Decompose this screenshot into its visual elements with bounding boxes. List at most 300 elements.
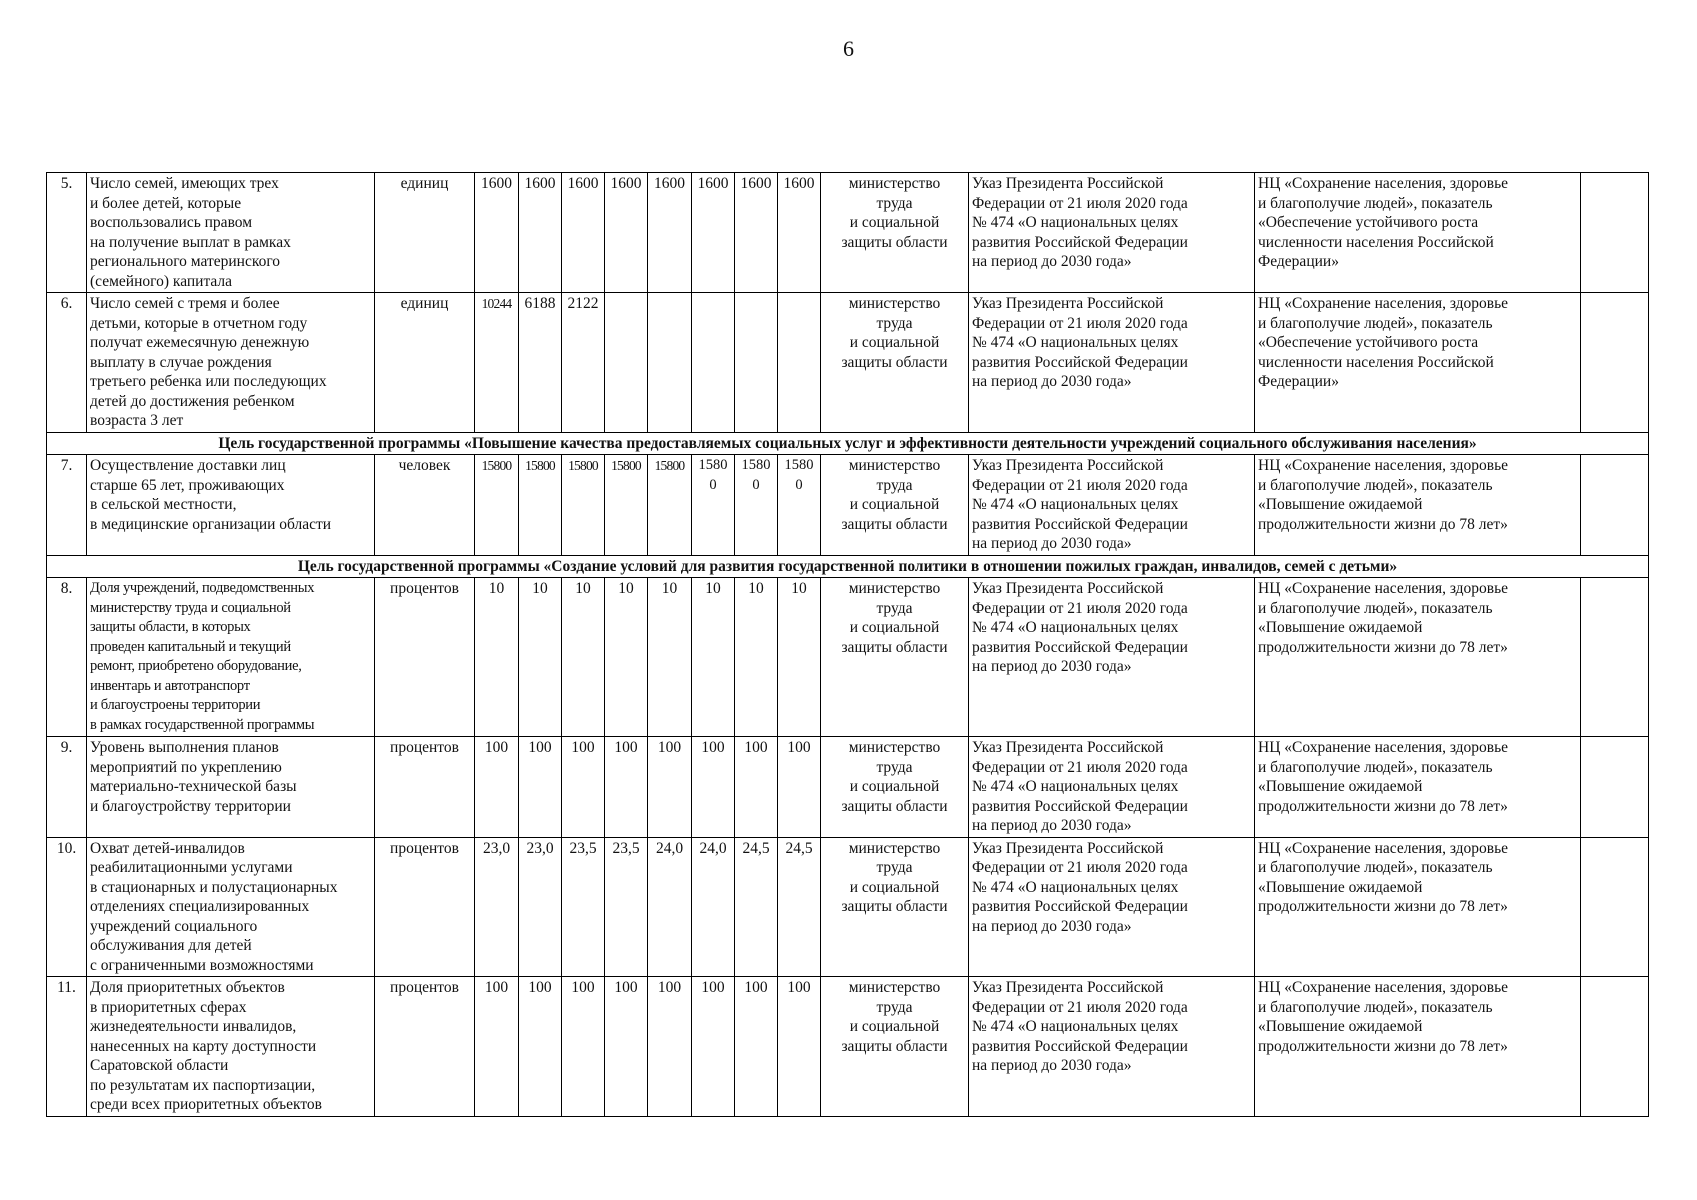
extra-cell [1581, 173, 1649, 293]
responsible-cell [821, 455, 969, 556]
indicator-name-line: Осуществление доставки лиц [90, 457, 286, 474]
target-cell-line: продолжительности жизни до 78 лет» [1258, 797, 1508, 815]
responsible-cell-line: министерство [848, 457, 941, 474]
value-cell [735, 578, 778, 737]
basis-cell [969, 578, 1255, 737]
basis-cell-line: развития Российской Федерации [972, 638, 1188, 656]
row-number: 9. [47, 737, 87, 838]
value-cell [692, 837, 735, 977]
indicator-name-line: возраста 3 лет [90, 412, 184, 429]
value-cell-text: 10 [661, 580, 678, 597]
value-cell [778, 837, 821, 977]
target-cell [1255, 578, 1581, 737]
target-cell-line: численности населения Российской [1258, 233, 1494, 251]
value-cell [778, 977, 821, 1117]
responsible-cell-line: министерство [848, 580, 941, 597]
value-cell-text: 10 [488, 580, 505, 597]
table-row [47, 578, 1649, 737]
unit-cell: процентов [375, 837, 475, 977]
value-cell [735, 837, 778, 977]
value-cell-text: 2122 [567, 295, 599, 312]
table-row [47, 737, 1649, 838]
target-cell [1255, 977, 1581, 1117]
value-cell-text: 1600 [740, 175, 772, 192]
basis-cell-line: Указ Президента Российской [972, 839, 1164, 857]
responsible-cell-line: защиты области [841, 1037, 948, 1055]
value-cell-text: 23,5 [569, 839, 597, 857]
indicator-name-line: в сельской местности, [90, 496, 237, 513]
value-cell-text: 15800 [568, 458, 598, 473]
basis-cell-line: развития Российской Федерации [972, 1037, 1188, 1055]
row-number: 6. [47, 293, 87, 433]
value-cell-text: 1600 [567, 175, 599, 192]
value-cell [519, 837, 562, 977]
responsible-cell-line: и социальной [849, 619, 940, 636]
value-cell [475, 977, 519, 1117]
table-row [47, 837, 1649, 977]
basis-cell-line: на период до 2030 года» [972, 658, 1132, 675]
value-cell-text: 6188 [524, 295, 556, 312]
value-cell-text: 10 [791, 580, 807, 597]
indicator-name-line: детей до достижения ребенком [90, 392, 295, 410]
value-cell-text: 100 [657, 739, 682, 756]
indicator-name-line: отделениях специализированных [90, 898, 310, 915]
basis-cell [969, 977, 1255, 1117]
target-cell-line: Федерации» [1258, 253, 1339, 270]
basis-cell-line: Указ Президента Российской [972, 175, 1164, 192]
basis-cell-line: Указ Президента Российской [972, 580, 1164, 597]
value-cell-text: 100 [571, 979, 595, 996]
table-body [47, 173, 1649, 1117]
target-cell-line: НЦ «Сохранение населения, здоровье [1258, 457, 1509, 474]
indicator-name-line: жизнедеятельности инвалидов, [90, 1018, 297, 1035]
value-cell-text: 100 [614, 739, 638, 756]
value-cell [648, 293, 692, 433]
indicator-name-line: Уровень выполнения планов [90, 739, 279, 756]
extra-cell [1581, 293, 1649, 433]
value-cell [562, 737, 605, 838]
value-cell-text: 10 [618, 580, 634, 597]
value-cell [648, 977, 692, 1117]
value-cell [692, 455, 735, 556]
indicator-name-line: Доля учреждений, подведомственных [90, 580, 315, 596]
responsible-cell-line: защиты области [841, 353, 948, 371]
value-cell [735, 293, 778, 433]
indicator-name-line: в стационарных и полустационарных [90, 878, 338, 896]
responsible-cell-line: труда [876, 599, 913, 617]
indicator-name-line: воспользовались правом [90, 214, 253, 231]
value-cell-text: 100 [484, 739, 509, 756]
extra-cell [1581, 578, 1649, 737]
value-cell [605, 455, 648, 556]
goal-row [47, 432, 1649, 455]
value-cell-text: 24,5 [742, 839, 770, 857]
value-cell [778, 173, 821, 293]
indicator-name-line: министерству труда и социальной [90, 599, 291, 616]
indicator-name-line: с ограниченными возможностями [90, 956, 314, 974]
table-row [47, 293, 1649, 433]
basis-cell [969, 837, 1255, 977]
target-cell-line: и благополучие людей», показатель [1258, 476, 1493, 494]
target-cell-line: и благополучие людей», показатель [1258, 998, 1493, 1016]
responsible-cell [821, 977, 969, 1117]
basis-cell [969, 455, 1255, 556]
value-cell [648, 737, 692, 838]
indicator-name-line: Число семей с тремя и более [90, 295, 280, 312]
unit-cell: единиц [375, 293, 475, 433]
value-cell-text: 100 [701, 979, 725, 996]
value-cell [692, 977, 735, 1117]
value-cell [519, 578, 562, 737]
responsible-cell-line: министерство [848, 979, 941, 996]
basis-cell-line: Федерации от 21 июля 2020 года [972, 599, 1188, 617]
indicator-name-line: Число семей, имеющих трех [90, 175, 279, 192]
value-cell-text: 100 [571, 739, 595, 756]
row-number: 10. [47, 837, 87, 977]
basis-cell [969, 173, 1255, 293]
indicator-name-line: детьми, которые в отчетном году [90, 314, 308, 332]
indicator-name-line: на получение выплат в рамках [90, 233, 291, 251]
value-cell [692, 173, 735, 293]
responsible-cell-line: министерство [848, 295, 941, 312]
value-cell [562, 977, 605, 1117]
value-cell-text: 100 [657, 979, 682, 996]
value-cell [605, 737, 648, 838]
indicator-name-line: получат ежемесячную денежную [90, 334, 310, 351]
value-cell-text: 1600 [481, 175, 512, 192]
responsible-cell-line: труда [876, 314, 913, 332]
indicator-name-line: и благоустройству территории [90, 797, 291, 815]
indicator-name-line: реабилитационными услугами [90, 859, 293, 876]
target-cell-line: продолжительности жизни до 78 лет» [1258, 515, 1508, 533]
value-cell-text: 100 [528, 979, 552, 996]
value-cell-text: 10244 [481, 296, 512, 311]
value-cell [475, 737, 519, 838]
responsible-cell-line: и социальной [849, 878, 940, 896]
target-cell-line: «Повышение ожидаемой [1258, 878, 1423, 896]
basis-cell-line: на период до 2030 года» [972, 1057, 1132, 1074]
value-cell [778, 455, 821, 556]
value-cell [605, 977, 648, 1117]
target-cell-line: и благополучие людей», показатель [1258, 194, 1493, 212]
target-cell-line: Федерации» [1258, 373, 1339, 390]
value-cell [605, 578, 648, 737]
basis-cell-line: Федерации от 21 июля 2020 года [972, 758, 1188, 776]
basis-cell-line: Федерации от 21 июля 2020 года [972, 194, 1188, 212]
indicator-name-line: мероприятий по укреплению [90, 758, 282, 776]
value-cell [648, 173, 692, 293]
value-cell [605, 293, 648, 433]
value-cell-text: 23,0 [482, 839, 511, 857]
value-cell-text: 15800 [481, 458, 512, 473]
basis-cell-line: развития Российской Федерации [972, 353, 1188, 371]
indicator-name-line: в рамках государственной программы [90, 716, 315, 733]
indicator-name-line: материально-технической базы [90, 778, 297, 795]
responsible-cell [821, 578, 969, 737]
row-number: 7. [47, 455, 87, 556]
indicator-name-line: Саратовской области [90, 1057, 229, 1074]
responsible-cell [821, 293, 969, 433]
unit-cell: процентов [375, 737, 475, 838]
value-cell [519, 173, 562, 293]
value-cell [778, 293, 821, 433]
value-cell [605, 173, 648, 293]
value-cell-text: 1600 [524, 175, 556, 192]
target-cell-line: НЦ «Сохранение населения, здоровье [1258, 175, 1509, 192]
basis-cell-line: Федерации от 21 июля 2020 года [972, 998, 1188, 1016]
value-cell [562, 173, 605, 293]
value-cell [519, 737, 562, 838]
indicator-name-line: третьего ребенка или последующих [90, 373, 327, 390]
indicator-name-line: проведен капитальный и текущий [90, 638, 291, 655]
target-cell-line: «Повышение ожидаемой [1258, 619, 1423, 636]
basis-cell-line: развития Российской Федерации [972, 515, 1188, 533]
responsible-cell-line: труда [876, 194, 913, 212]
indicator-name-line: инвентарь и автотранспорт [90, 677, 250, 694]
indicator-name-line: и более детей, которые [90, 194, 242, 212]
basis-cell-line: Федерации от 21 июля 2020 года [972, 314, 1188, 332]
value-cell-text: 15800 [654, 458, 685, 473]
target-cell-line: «Обеспечение устойчивого роста [1258, 334, 1479, 351]
target-cell-line: и благополучие людей», показатель [1258, 758, 1493, 776]
target-cell-line: «Обеспечение устойчивого роста [1258, 214, 1479, 231]
goal-row [47, 555, 1649, 578]
value-cell [648, 837, 692, 977]
basis-cell-line: развития Российской Федерации [972, 797, 1188, 815]
basis-cell-line: Указ Президента Российской [972, 979, 1164, 996]
basis-cell-line: развития Российской Федерации [972, 898, 1188, 915]
indicator-name-line: в приоритетных сферах [90, 998, 247, 1016]
target-cell-line: НЦ «Сохранение населения, здоровье [1258, 580, 1509, 597]
basis-cell-line: № 474 «О национальных целях [972, 1018, 1179, 1035]
indicator-name-line: среди всех приоритетных объектов [90, 1096, 322, 1113]
value-cell-text: 0 [795, 476, 803, 493]
value-cell-text: 100 [787, 979, 811, 996]
indicator-name [87, 837, 375, 977]
target-cell [1255, 173, 1581, 293]
basis-cell [969, 293, 1255, 433]
basis-cell-line: Федерации от 21 июля 2020 года [972, 859, 1188, 876]
basis-cell-line: Федерации от 21 июля 2020 года [972, 476, 1188, 494]
value-cell [692, 293, 735, 433]
value-cell [562, 578, 605, 737]
page-number: 6 [843, 36, 854, 61]
target-cell-line: продолжительности жизни до 78 лет» [1258, 898, 1508, 915]
indicator-name-line: и благоустроены территории [90, 697, 261, 713]
basis-cell [969, 737, 1255, 838]
value-cell-text: 100 [614, 979, 638, 996]
table-row [47, 977, 1649, 1117]
target-cell-line: «Повышение ожидаемой [1258, 1018, 1423, 1035]
value-cell [692, 737, 735, 838]
value-cell [735, 173, 778, 293]
value-cell-text: 10 [705, 580, 721, 597]
table-row [47, 455, 1649, 556]
responsible-cell-line: и социальной [849, 1018, 940, 1035]
basis-cell-line: Указ Президента Российской [972, 739, 1164, 756]
responsible-cell-line: и социальной [849, 778, 940, 795]
basis-cell-line: № 474 «О национальных целях [972, 334, 1179, 351]
value-cell [475, 837, 519, 977]
responsible-cell-line: и социальной [849, 214, 940, 231]
value-cell-text: 100 [528, 739, 552, 756]
basis-cell-line: развития Российской Федерации [972, 233, 1188, 251]
indicator-name-line: учреждений социального [90, 917, 258, 935]
value-cell-text: 24,0 [655, 839, 684, 857]
value-cell-text: 100 [787, 739, 811, 756]
value-cell-text: 100 [484, 979, 509, 996]
target-cell-line: НЦ «Сохранение населения, здоровье [1258, 839, 1509, 857]
target-cell [1255, 737, 1581, 838]
basis-cell-line: Указ Президента Российской [972, 457, 1164, 474]
extra-cell [1581, 737, 1649, 838]
value-cell [475, 455, 519, 556]
unit-cell: человек [375, 455, 475, 556]
responsible-cell-line: труда [876, 998, 913, 1016]
unit-cell: процентов [375, 578, 475, 737]
value-cell [562, 837, 605, 977]
value-cell-text: 1580 [741, 457, 771, 473]
indicator-name [87, 293, 375, 433]
row-number: 11. [47, 977, 87, 1117]
table-row [47, 173, 1649, 293]
extra-cell [1581, 837, 1649, 977]
value-cell [778, 578, 821, 737]
value-cell [562, 293, 605, 433]
value-cell-text: 0 [752, 476, 760, 493]
indicators-table [46, 172, 1649, 1117]
indicator-name-line: регионального материнского [90, 253, 281, 270]
value-cell-text: 1600 [610, 175, 642, 192]
value-cell-text: 1600 [783, 175, 815, 192]
responsible-cell [821, 173, 969, 293]
indicator-name-line: старше 65 лет, проживающих [90, 476, 285, 494]
target-cell-line: НЦ «Сохранение населения, здоровье [1258, 739, 1509, 756]
basis-cell-line: на период до 2030 года» [972, 253, 1132, 270]
value-cell-text: 15800 [611, 458, 641, 473]
value-cell [475, 578, 519, 737]
responsible-cell-line: и социальной [849, 334, 940, 351]
value-cell [648, 578, 692, 737]
value-cell-text: 1580 [784, 457, 814, 473]
row-number: 5. [47, 173, 87, 293]
responsible-cell [821, 837, 969, 977]
responsible-cell-line: защиты области [841, 233, 948, 251]
target-cell-line: и благополучие людей», показатель [1258, 859, 1493, 876]
value-cell-text: 100 [744, 739, 768, 756]
basis-cell-line: на период до 2030 года» [972, 535, 1132, 552]
basis-cell-line: Указ Президента Российской [972, 295, 1164, 312]
target-cell-line: и благополучие людей», показатель [1258, 599, 1493, 617]
value-cell-text: 10 [575, 580, 591, 597]
target-cell-line: продолжительности жизни до 78 лет» [1258, 1037, 1508, 1055]
basis-cell-line: на период до 2030 года» [972, 817, 1132, 834]
value-cell-text: 10 [532, 580, 548, 597]
target-cell [1255, 293, 1581, 433]
responsible-cell-line: защиты области [841, 515, 948, 533]
target-cell [1255, 455, 1581, 556]
value-cell [778, 737, 821, 838]
responsible-cell [821, 737, 969, 838]
indicator-name-line: Охват детей-инвалидов [90, 839, 245, 857]
responsible-cell-line: труда [876, 476, 913, 494]
value-cell [475, 293, 519, 433]
value-cell-text: 10 [748, 580, 764, 597]
value-cell [605, 837, 648, 977]
value-cell-text: 23,5 [612, 839, 640, 857]
responsible-cell-line: защиты области [841, 898, 948, 915]
indicator-name [87, 977, 375, 1117]
value-cell-text: 1600 [654, 175, 685, 192]
responsible-cell-line: министерство [848, 739, 941, 756]
responsible-cell-line: министерство [848, 175, 941, 192]
value-cell [735, 977, 778, 1117]
value-cell-text: 1600 [697, 175, 729, 192]
basis-cell-line: № 474 «О национальных целях [972, 619, 1179, 636]
responsible-cell-line: министерство [848, 839, 941, 857]
extra-cell [1581, 977, 1649, 1117]
indicator-name [87, 578, 375, 737]
row-number: 8. [47, 578, 87, 737]
target-cell-line: численности населения Российской [1258, 353, 1494, 371]
unit-cell: единиц [375, 173, 475, 293]
value-cell [692, 578, 735, 737]
target-cell-line: и благополучие людей», показатель [1258, 314, 1493, 332]
target-cell-line: продолжительности жизни до 78 лет» [1258, 638, 1508, 656]
indicator-name [87, 173, 375, 293]
value-cell [475, 173, 519, 293]
value-cell-text: 23,0 [526, 839, 554, 857]
value-cell [519, 977, 562, 1117]
value-cell-text: 100 [701, 739, 725, 756]
indicator-name-line: в медицинские организации области [90, 515, 332, 533]
value-cell-text: 24,5 [785, 839, 813, 857]
basis-cell-line: № 474 «О национальных целях [972, 214, 1179, 231]
responsible-cell-line: труда [876, 758, 913, 776]
responsible-cell-line: защиты области [841, 638, 948, 656]
value-cell [562, 455, 605, 556]
indicator-name-line: ремонт, приобретено оборудование, [90, 658, 302, 674]
goal-heading: Цель государственной программы «Создание условий для развития государственной политики в отношении пожилых граждан, инвалидов, семей с детьми» [47, 555, 1649, 578]
indicator-name [87, 737, 375, 838]
value-cell [648, 455, 692, 556]
indicator-name-line: Доля приоритетных объектов [90, 979, 285, 996]
value-cell [519, 455, 562, 556]
value-cell-text: 1580 [698, 457, 728, 473]
target-cell-line: НЦ «Сохранение населения, здоровье [1258, 295, 1509, 312]
value-cell [735, 455, 778, 556]
target-cell-line: НЦ «Сохранение населения, здоровье [1258, 979, 1509, 996]
target-cell-line: «Повышение ожидаемой [1258, 778, 1423, 795]
basis-cell-line: № 474 «О национальных целях [972, 778, 1179, 795]
value-cell-text: 100 [744, 979, 768, 996]
responsible-cell-line: защиты области [841, 797, 948, 815]
indicator-name-line: защиты области, в которых [90, 619, 251, 635]
value-cell-text: 15800 [525, 458, 555, 473]
target-cell-line: «Повышение ожидаемой [1258, 496, 1423, 513]
indicator-name-line: выплату в случае рождения [90, 353, 272, 371]
value-cell [519, 293, 562, 433]
indicator-name-line: обслуживания для детей [90, 937, 252, 954]
indicator-name-line: (семейного) капитала [90, 272, 233, 290]
basis-cell-line: на период до 2030 года» [972, 373, 1132, 390]
unit-cell: процентов [375, 977, 475, 1117]
indicator-name-line: нанесенных на карту доступности [90, 1037, 317, 1055]
responsible-cell-line: труда [876, 859, 913, 876]
value-cell-text: 0 [709, 476, 717, 493]
target-cell [1255, 837, 1581, 977]
value-cell [735, 737, 778, 838]
